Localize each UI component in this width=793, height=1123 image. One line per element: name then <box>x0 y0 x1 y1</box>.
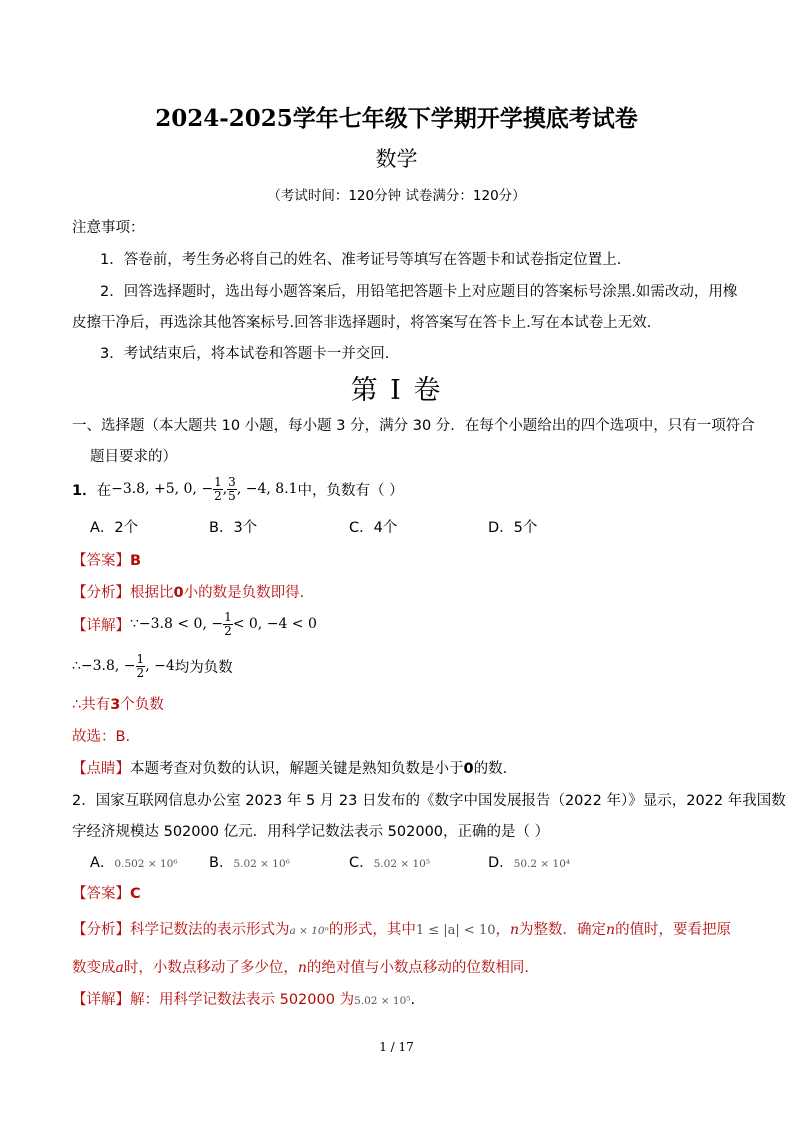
comment-tag: 【点睛】 <box>72 761 130 777</box>
q2-analysis-line-1 <box>72 918 731 939</box>
variable-n: n <box>297 960 307 976</box>
total-text: ∴共有 <box>72 697 111 713</box>
therefore-expression-a: ∴−3.8, − <box>72 658 136 674</box>
notice-item-2-line-2: 皮擦干净后，再选涂其他答案标号.回答非选择题时，将答案写在答卡上.写在本试卷上无效. <box>72 315 652 331</box>
comment-line <box>72 757 507 778</box>
total-line <box>72 693 164 714</box>
answer-value: B <box>130 553 142 569</box>
part-title: 第 I 卷 <box>350 375 443 406</box>
question-number: 1． <box>72 482 97 499</box>
notice-heading: 注意事项： <box>72 220 145 236</box>
fraction-denominator: 2 <box>136 665 145 680</box>
number-list-a: −3.8, +5, 0, − <box>111 481 214 497</box>
analysis-text: 根据比 <box>130 585 174 601</box>
detail-text: . <box>410 992 416 1008</box>
q2-option-a <box>90 851 178 872</box>
therefore-text: 均为负数 <box>174 659 233 676</box>
variable-a: a <box>115 960 124 976</box>
analysis-text: 的值时，要看把原 <box>615 922 732 938</box>
detail-line <box>72 608 317 640</box>
analysis-text: 的绝对值与小数点移动的位数相同. <box>306 960 529 976</box>
analysis-number: 0 <box>173 585 184 601</box>
variable-n: n <box>510 922 520 938</box>
analysis-line <box>72 581 304 602</box>
fraction-denominator: 2 <box>224 623 232 638</box>
subject-title: 数学 <box>375 147 418 171</box>
detail-expression-b: < 0, −4 < 0 <box>232 616 317 632</box>
option-c: C．4个 <box>349 520 398 536</box>
q2-detail-line <box>72 988 415 1009</box>
analysis-text: 时，小数点移动了多少位， <box>123 960 298 976</box>
detail-tag: 【详解】 <box>72 992 130 1008</box>
analysis-condition: 1 ≤ |a| < 10 <box>415 923 496 938</box>
analysis-text: 科学记数法的表示形式为 <box>130 922 290 938</box>
detail-text: 解：用科学记数法表示 502000 为 <box>130 992 355 1008</box>
notice-item-2-line-1: 2．回答选择题时，选出每小题答案后，用铅笔把答题卡上对应题目的答案标号涂黑.如需改动，用橡 <box>100 284 738 300</box>
question-suffix: 中，负数有（ ） <box>297 482 404 499</box>
analysis-tag: 【分析】 <box>72 922 130 938</box>
q2-option-d <box>488 851 570 872</box>
q2-option-c <box>349 851 430 872</box>
option-value: 50.2 × 10⁴ <box>513 858 571 870</box>
analysis-expression: a × 10ⁿ <box>289 925 329 937</box>
q2-analysis-line-2 <box>72 956 529 977</box>
total-number: 3 <box>110 697 121 713</box>
detail-expression-a: ∵−3.8 < 0, − <box>130 616 224 632</box>
fraction-one-half <box>223 611 233 638</box>
option-value: 5.02 × 10⁶ <box>233 858 290 870</box>
question-1-stem <box>72 475 404 503</box>
choice-line: 故选：B. <box>72 729 131 745</box>
analysis-text: 的形式，其中 <box>328 922 416 938</box>
question-prefix: 在 <box>96 482 112 499</box>
page-number: 1 / 17 <box>379 1040 414 1054</box>
fraction-denominator: 2 <box>214 488 222 503</box>
fraction-three-fifths <box>227 476 237 503</box>
number-list-b: , −4, 8.1 <box>236 481 298 497</box>
notice-item-1: 1．答卷前，考生务必将自己的姓名、准考证号等填写在答题卡和试卷指定位置上. <box>100 252 622 268</box>
question-2-line-1: 2．国家互联网信息办公室 2023 年 5 月 23 日发布的《数字中国发展报告（2022 年）》显示，2022 年我国数 <box>72 793 786 809</box>
fraction-denominator: 5 <box>228 488 236 503</box>
analysis-text: 小的数是负数即得. <box>183 585 305 601</box>
section-heading-line-1: 一、选择题（本大题共 10 小题，每小题 3 分，满分 30 分．在每个小题给出的四个选项中，只有一项符合 <box>72 418 755 434</box>
answer-tag: 【答案】 <box>72 886 130 902</box>
detail-expression: 5.02 × 10⁵ <box>354 995 411 1007</box>
section-heading-line-2: 题目要求的） <box>90 449 177 465</box>
fraction-numerator: 1 <box>224 609 232 624</box>
option-label: D． <box>488 855 514 871</box>
analysis-tag: 【分析】 <box>72 585 130 601</box>
fraction-numerator: 1 <box>136 651 145 666</box>
fraction-one-half <box>136 653 146 680</box>
total-text: 个负数 <box>120 697 164 713</box>
therefore-expression-b: , −4 <box>145 658 175 674</box>
analysis-text: 为整数．确定 <box>519 922 607 938</box>
answer-tag: 【答案】 <box>72 553 130 569</box>
fraction-numerator: 1 <box>214 474 222 489</box>
comment-text: 的数. <box>473 761 508 777</box>
q2-option-b <box>209 851 290 872</box>
fraction-numerator: 3 <box>228 474 236 489</box>
variable-n: n <box>606 922 616 938</box>
answer-value: C <box>130 886 141 902</box>
option-a: A．2个 <box>90 520 139 536</box>
option-label: A． <box>90 855 115 871</box>
therefore-line <box>72 650 233 682</box>
detail-tag: 【详解】 <box>72 617 130 634</box>
separator: , <box>222 481 228 497</box>
notice-item-3: 3．考试结束后，将本试卷和答题卡一并交回. <box>100 346 390 362</box>
document-title: 2024-2025学年七年级下学期开学摸底考试卷 <box>155 105 638 132</box>
answer-line <box>72 549 141 570</box>
comment-text: 本题考查对负数的认识，解题关键是熟知负数是小于 <box>130 761 464 777</box>
q2-answer-line <box>72 882 141 903</box>
option-label: C． <box>349 855 374 871</box>
option-b: B．3个 <box>209 520 258 536</box>
exam-info: （考试时间：120分钟 试卷满分：120分） <box>267 188 526 204</box>
option-d: D．5个 <box>488 520 538 536</box>
option-label: B． <box>209 855 234 871</box>
analysis-text: ， <box>495 922 510 938</box>
fraction-one-half <box>213 476 223 503</box>
option-value: 5.02 × 10⁵ <box>373 858 431 870</box>
analysis-text: 数变成 <box>72 960 116 976</box>
option-value: 0.502 × 10⁶ <box>114 858 178 870</box>
comment-number: 0 <box>463 761 474 777</box>
question-2-line-2: 字经济规模达 502000 亿元．用科学记数法表示 502000，正确的是（ ） <box>72 824 550 840</box>
